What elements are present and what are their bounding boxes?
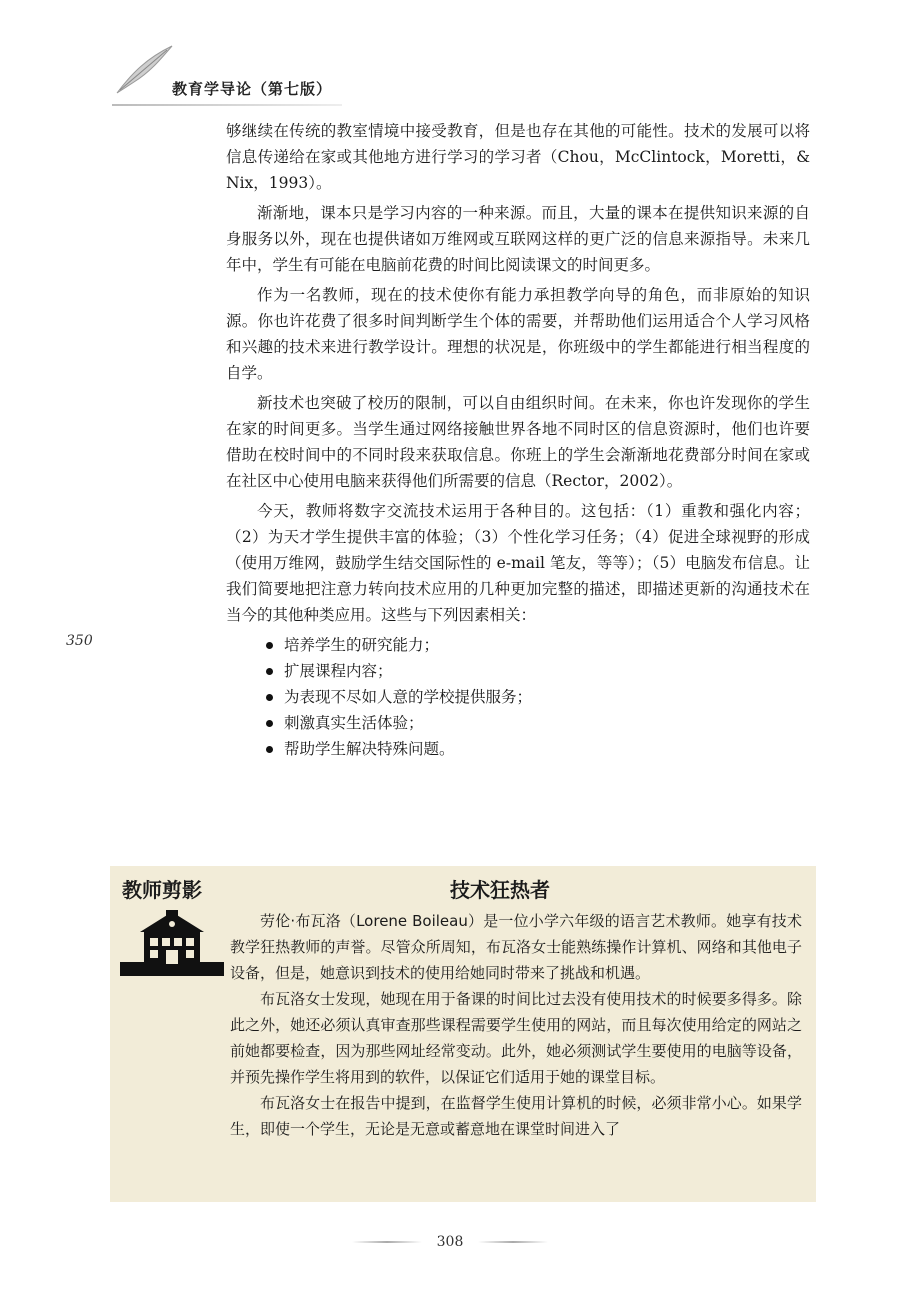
bullet-icon (266, 746, 273, 753)
paragraph: 劳伦·布瓦洛（Lorene Boileau）是一位小学六年级的语言艺术教师。她享有技术教学狂热教师的声誉。尽管众所周知，布瓦洛女士能熟练操作计算机、网络和其他电子设备，但是，她意识到技术的使用给她同时带来了挑战和机遇。 (230, 912, 802, 982)
list-item: 为表现不尽如人意的学校提供服务； (264, 684, 810, 710)
paragraph: 作为一名教师，现在的技术使你有能力承担教学向导的角色，而非原始的知识源。你也许花费了很多时间判断学生个体的需要，并帮助他们运用适合个人学习风格和兴趣的技术来进行教学设计。理想的状况是，你班级中的学生都能进行相当程度的自学。 (226, 286, 810, 382)
paragraph: 布瓦洛女士发现，她现在用于备课的时间比过去没有使用技术的时候要多得多。除此之外，她还必须认真审查那些课程需要学生使用的网站，而且每次使用给定的网站之前她都要检查，因为那些网址经常变动。此外，她必须测试学生要使用的电脑等设备，并预先操作学生将用到的软件，以保证它们适用于她的课堂目标。 (230, 990, 802, 1086)
header-rule (112, 104, 342, 106)
bullet-icon (266, 720, 273, 727)
footer-rule-right (478, 1241, 548, 1243)
margin-page-number: 350 (66, 633, 93, 649)
paragraph: 够继续在传统的教室情境中接受教育，但是也存在其他的可能性。技术的发展可以将信息传递给在家或其他地方进行学习的学习者（Chou，McClintock，Moretti，& Nix，1993）。 (226, 122, 810, 192)
list-item: 帮助学生解决特殊问题。 (264, 736, 810, 762)
page-number: 308 (436, 1234, 464, 1250)
paragraph: 布瓦洛女士在报告中提到，在监督学生使用计算机的时候，必须非常小心。如果学生，即使一个学生，无论是无意或蓄意地在课堂时间进入了 (230, 1094, 802, 1138)
profile-title: 技术狂热者 (450, 878, 550, 902)
list-item: 扩展课程内容； (264, 658, 810, 684)
running-header (112, 38, 412, 108)
bullet-icon (266, 642, 273, 649)
footer-rule-left (352, 1241, 422, 1243)
paragraph: 渐渐地，课本只是学习内容的一种来源。而且，大量的课本在提供知识来源的自身服务以外，现在也提供诸如万维网或互联网这样的更广泛的信息来源指导。未来几年中，学生有可能在电脑前花费的时间比阅读课文的时间更多。 (226, 204, 810, 274)
bullet-list (226, 632, 810, 762)
bullet-icon (266, 694, 273, 701)
profile-body (230, 908, 802, 1142)
teacher-profile-box (110, 866, 816, 1202)
main-body (226, 118, 810, 762)
list-item: 刺激真实生活体验； (264, 710, 810, 736)
running-header-title: 教育学导论（第七版） (172, 80, 333, 98)
bullet-icon (266, 668, 273, 675)
school-house-icon (120, 910, 224, 976)
paragraph: 新技术也突破了校历的限制，可以自由组织时间。在未来，你也许发现你的学生在家的时间更多。当学生通过网络接触世界各地不同时区的信息资源时，他们也许要借助在校时间中的不同时段来获取信息。你班上的学生会渐渐地花费部分时间在家或在社区中心使用电脑来获得他们所需要的信息（Rector，2002）。 (226, 394, 810, 490)
page-footer (0, 1234, 900, 1250)
profile-label: 教师剪影 (122, 878, 202, 902)
list-item: 培养学生的研究能力； (264, 632, 810, 658)
paragraph: 今天，教师将数字交流技术运用于各种目的。这包括：（1）重教和强化内容；（2）为天才学生提供丰富的体验；（3）个性化学习任务；（4）促进全球视野的形成（使用万维网，鼓励学生结交国际性的 e-mail 笔友，等等）；（5）电脑发布信息。让我们简要地把注意力转向技术应用的几种更加完整的描述，即描述更新的沟通技术在当今的其他种类应用。这些与下列因素相关： (226, 502, 810, 624)
